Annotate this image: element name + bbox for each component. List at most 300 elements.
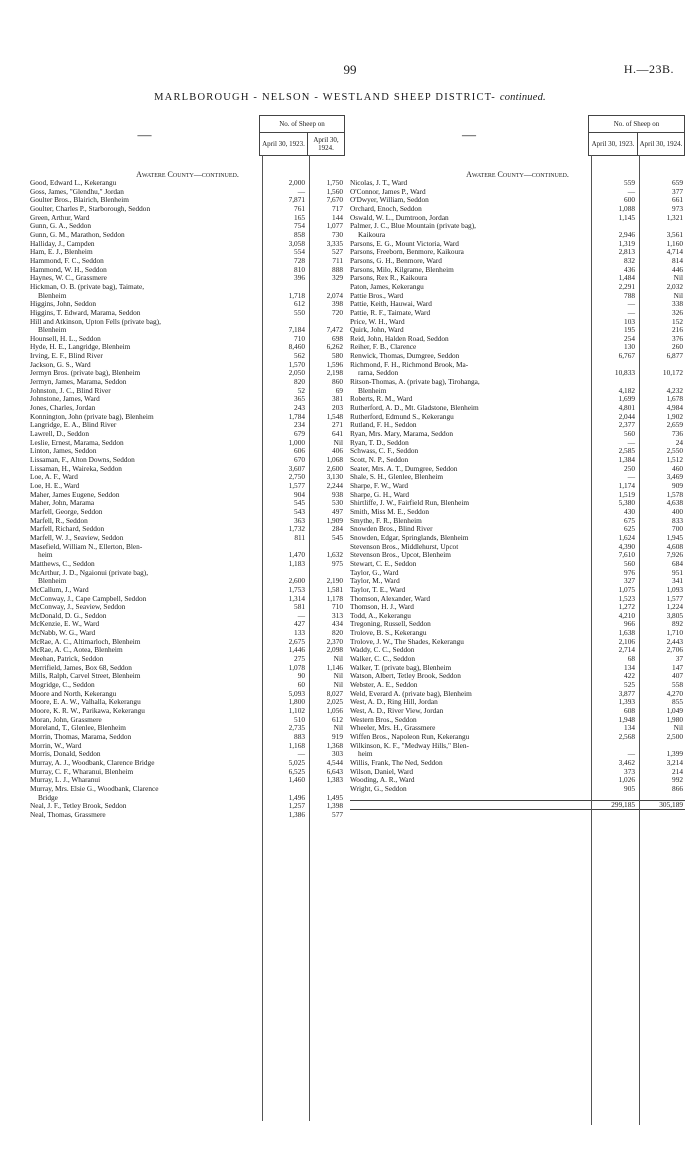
sheep-1923-value: 3,607	[288, 463, 305, 473]
sheep-1923-value: 2,813	[618, 247, 635, 257]
sheep-1923-value: 1,314	[288, 593, 305, 603]
owner-name-line: Leslie, Ernest, Marama, Seddon	[30, 438, 124, 447]
owner-name	[350, 300, 587, 309]
owner-name-line: Moran, John, Grassmere	[30, 715, 102, 724]
owner-name-line: Parsons, Freeborn, Benmore, Kaikoura	[350, 248, 464, 257]
owner-name	[30, 586, 258, 595]
sheep-count-header: No. of Sheep on	[260, 116, 345, 133]
owner-name	[30, 309, 258, 318]
total-1923: 299,185	[611, 799, 635, 809]
sheep-1923-value: 559	[624, 178, 635, 187]
owner-name	[30, 205, 258, 214]
table-row	[30, 569, 345, 586]
sheep-1923-value: 728	[294, 255, 305, 265]
owner-name	[350, 620, 587, 629]
sheep-1924-value: 338	[672, 299, 683, 309]
owner-name-line: Murray, L. J., Wharanui	[30, 776, 101, 785]
owner-name-line: Moore, E. A. W., Valhalla, Kekerangu	[30, 698, 141, 707]
sheep-1923-value: 2,600	[288, 576, 305, 586]
owner-name	[350, 664, 587, 673]
owner-name	[30, 534, 258, 543]
sheep-1924-value: 69	[335, 385, 343, 395]
sheep-1924-value: 1,399	[666, 749, 683, 759]
sheep-1923-value: 1,470	[288, 550, 305, 560]
sheep-1924-value: 2,098	[326, 645, 343, 655]
sheep-1923-value: 1,519	[618, 489, 635, 499]
sheep-1923-value: 2,291	[618, 281, 635, 291]
owner-name	[30, 655, 258, 664]
owner-name	[30, 257, 258, 266]
owner-name	[350, 508, 587, 517]
left-column	[30, 115, 345, 820]
owner-name-line: Palmer, J. C., Blue Mountain (private bag),	[350, 222, 476, 231]
owner-name	[350, 222, 587, 239]
sheep-1923-value: 883	[294, 732, 305, 741]
owner-name-line: Merrifield, James, Box 68, Seddon	[30, 663, 132, 672]
sheep-1923-value: 134	[624, 662, 635, 672]
owner-name	[30, 240, 258, 249]
owner-name-continuation: Kaikoura	[358, 229, 386, 239]
sheep-1924-value: 1,909	[326, 515, 343, 525]
sheep-1924-value: 2,500	[666, 732, 683, 741]
sheep-1924-value: 730	[332, 229, 343, 239]
owner-name-line: Linton, James, Seddon	[30, 447, 97, 456]
sheep-1924-value: 1,077	[326, 221, 343, 231]
owner-name	[350, 716, 587, 725]
owner-name	[350, 595, 587, 604]
owner-name-line: Jones, Charles, Jordan	[30, 404, 96, 413]
owner-name	[30, 283, 258, 300]
sheep-1923-value: 1,183	[288, 558, 305, 568]
sheep-1923-value: 1,784	[288, 411, 305, 421]
owner-name-line: Roberts, R. M., Ward	[350, 395, 413, 404]
table-row	[30, 776, 345, 785]
sheep-1924-value: 892	[672, 619, 683, 629]
sheep-1924-value: 1,578	[666, 489, 683, 499]
table-row	[350, 352, 685, 361]
sheep-1924-value: 736	[672, 429, 683, 439]
left-table-header	[30, 115, 345, 156]
owner-name	[350, 343, 587, 352]
year-1924-header: April 30, 1924.	[638, 133, 685, 156]
sheep-1923-value: 2,568	[618, 732, 635, 741]
sheep-1924-value: 216	[672, 325, 683, 335]
sheep-1924-value: 376	[672, 333, 683, 343]
sheep-count-header: No. of Sheep on	[589, 116, 685, 133]
right-table-header	[350, 115, 685, 156]
sheep-1923-value: 327	[624, 576, 635, 586]
sheep-1924-value: 1,750	[326, 178, 343, 187]
owner-name-line: Murray, A. J., Woodbank, Clarence Bridge	[30, 758, 155, 767]
owner-name-line: Higgins, John, Seddon	[30, 300, 97, 309]
table-row	[350, 222, 685, 239]
owner-name-line: McArthur, J. D., Ngaionui (private bag),	[30, 568, 149, 577]
owner-name	[30, 802, 258, 811]
sheep-1924-value: 1,049	[666, 706, 683, 716]
sheep-1924-value: 284	[332, 524, 343, 534]
sheep-1923-value: 430	[624, 506, 635, 516]
sheep-1923-value: 562	[294, 351, 305, 361]
table-row	[350, 361, 685, 378]
sheep-1923-value: 1,319	[618, 238, 635, 248]
owner-name	[30, 395, 258, 404]
sheep-1924-value: 460	[672, 463, 683, 473]
page-number: 99	[343, 62, 357, 77]
sheep-1924-value: 820	[332, 628, 343, 638]
sheep-1923-value: —	[627, 186, 635, 196]
sheep-1924-value: 381	[332, 394, 343, 404]
owner-name-line: Wooding, A. R., Ward	[350, 776, 415, 785]
owner-name-line: Marfell, Richard, Seddon	[30, 525, 105, 534]
sheep-1924-value: 833	[672, 515, 683, 525]
owner-name-line: Maher, John, Marama	[30, 499, 95, 508]
owner-name-line: Parsons, Milo, Kilgrame, Blenheim	[350, 265, 454, 274]
sheep-1924-value: 1,678	[666, 394, 683, 404]
sheep-1924-value: 814	[672, 255, 683, 265]
owner-name	[350, 283, 587, 292]
owner-name-line: Matthews, C., Seddon	[30, 559, 95, 568]
owner-name	[350, 482, 587, 491]
sheep-1923-value: 1,446	[288, 645, 305, 655]
sheep-1924-value: 698	[332, 333, 343, 343]
name-column-header: —	[462, 127, 476, 143]
owner-name-line: Trolove, J. W., The Shades, Kekerangu	[350, 637, 464, 646]
sheep-1924-value: 4,232	[666, 385, 683, 395]
sheep-1924-value: Nil	[333, 723, 343, 733]
owner-name	[30, 560, 258, 569]
owner-name	[350, 681, 587, 690]
sheep-1923-value: 250	[624, 463, 635, 473]
owner-name	[350, 690, 587, 699]
owner-name-line: Morrin, Thomas, Marama, Seddon	[30, 733, 132, 741]
sheep-1923-value: 2,675	[288, 636, 305, 646]
owner-name-line: Lissaman, H., Waireka, Seddon	[30, 464, 122, 473]
owner-name-line: McKenzie, E. W., Ward	[30, 620, 100, 629]
owner-name	[30, 620, 258, 629]
sheep-1923-value: 1,393	[618, 697, 635, 707]
sheep-1923-value: 427	[294, 619, 305, 629]
owner-name	[30, 248, 258, 257]
sheep-1923-value: 1,699	[618, 394, 635, 404]
sheep-1923-value: 976	[624, 567, 635, 577]
sheep-1923-value: 2,050	[288, 368, 305, 378]
owner-name-line: McConway, J., Cape Campbell, Seddon	[30, 594, 147, 603]
owner-name-line: Hounsell, H. L., Seddon	[30, 334, 101, 343]
owner-name	[350, 309, 587, 318]
sheep-1924-value: 1,160	[666, 238, 683, 248]
table-row	[30, 785, 345, 802]
sheep-1923-value: 2,106	[618, 636, 635, 646]
sheep-1923-value: 2,714	[618, 645, 635, 655]
owner-name	[30, 222, 258, 231]
sheep-1924-value: 2,706	[666, 645, 683, 655]
sheep-1923-value: 550	[294, 307, 305, 317]
column-rule	[262, 155, 263, 1121]
owner-name-line: Neal, J. F., Tetley Brook, Seddon	[30, 802, 127, 811]
sheep-1923-value: 165	[294, 212, 305, 222]
owner-name	[350, 266, 587, 275]
owner-name	[350, 395, 587, 404]
sheep-1923-value: 2,946	[618, 229, 635, 239]
owner-name-line: Taylor, T. E., Ward	[350, 585, 406, 594]
sheep-1923-value: 6,525	[288, 766, 305, 776]
owner-name-line: Hammond, W. H., Seddon	[30, 265, 107, 274]
table-row	[350, 733, 685, 742]
sheep-1924-value: 3,335	[326, 238, 343, 248]
year-1923-header: April 30, 1923.	[589, 133, 638, 156]
owner-name-line: Taylor, G., Ward	[350, 568, 399, 577]
sheep-1923-value: 679	[294, 429, 305, 439]
owner-name	[30, 361, 258, 370]
owner-name	[350, 543, 587, 552]
title-continued: continued.	[499, 92, 546, 103]
owner-name	[350, 196, 587, 205]
sheep-1924-value: Nil	[673, 273, 683, 283]
sheep-1923-value: 761	[294, 203, 305, 213]
owner-name-line: Hickman, O. B. (private bag), Taimate,	[30, 282, 145, 291]
owner-name	[350, 776, 587, 785]
sheep-1924-value: 1,980	[666, 714, 683, 724]
owner-name	[30, 214, 258, 223]
owner-name	[350, 257, 587, 266]
owner-name-line: McConway, J., Seaview, Seddon	[30, 603, 126, 612]
sheep-1923-value: 581	[294, 602, 305, 612]
sheep-1924-value: 866	[672, 783, 683, 793]
sheep-1924-value: 558	[672, 680, 683, 690]
owner-name-line: Halliday, J., Campden	[30, 239, 95, 248]
owner-name	[350, 517, 587, 526]
owner-name	[30, 759, 258, 768]
sheep-1923-value: 966	[624, 619, 635, 629]
owner-name	[30, 274, 258, 283]
owner-name-line: McRae, A. C., Aotea, Blenheim	[30, 646, 123, 655]
owner-name	[30, 785, 258, 802]
owner-name	[30, 629, 258, 638]
owner-name	[30, 768, 258, 777]
sheep-1924-value: 1,560	[326, 186, 343, 196]
sheep-1923-value: 560	[624, 429, 635, 439]
table-row	[350, 742, 685, 759]
owner-name	[30, 525, 258, 534]
sheep-1924-value: 214	[672, 766, 683, 776]
sheep-1924-value: 377	[672, 186, 683, 196]
sheep-1923-value: 1,168	[288, 740, 305, 750]
owner-name	[350, 326, 587, 335]
sheep-1924-value: 398	[332, 299, 343, 309]
owner-name	[30, 404, 258, 413]
owner-name	[30, 724, 258, 733]
owner-name-line: Ryan, T. D., Seddon	[350, 438, 409, 447]
owner-name-line: Moreland, T., Glenlee, Blenheim	[30, 724, 126, 733]
owner-name	[350, 378, 587, 395]
sheep-1924-value: 2,370	[326, 636, 343, 646]
county-subheading: Awatere County—continued.	[466, 170, 569, 179]
owner-name-line: Mills, Ralph, Carvel Street, Blenheim	[30, 672, 141, 681]
sheep-1923-value: 10,833	[614, 368, 635, 378]
owner-name	[30, 508, 258, 517]
column-rule	[639, 155, 640, 1125]
sheep-1923-value: 254	[624, 333, 635, 343]
owner-name	[30, 733, 258, 742]
sheep-1923-value: 754	[294, 221, 305, 231]
sheep-1923-value: 1,000	[288, 437, 305, 447]
table-row	[30, 283, 345, 300]
sheep-1923-value: 3,058	[288, 238, 305, 248]
owner-name	[30, 421, 258, 430]
table-row	[30, 309, 345, 318]
sheep-1924-value: 973	[672, 203, 683, 213]
owner-name	[30, 543, 258, 560]
sheep-1924-value: 992	[672, 775, 683, 785]
owner-name	[350, 179, 587, 188]
sheep-1923-value: 1,624	[618, 532, 635, 542]
sheep-1924-value: 303	[332, 749, 343, 759]
owner-name-line: Meehan, Patrick, Seddon	[30, 655, 104, 664]
owner-name-line: Goulter, Charles P., Starborough, Seddon	[30, 204, 151, 213]
sheep-1924-value: 1,512	[666, 455, 683, 464]
owner-name	[30, 569, 258, 586]
sheep-1923-value: 7,184	[288, 325, 305, 335]
sheep-1924-value: 497	[332, 506, 343, 516]
owner-name-line: Morrin, W., Ward	[30, 741, 82, 750]
owner-name-line: West, A. D., River View, Jordan	[350, 707, 444, 716]
sheep-1923-value: 363	[294, 515, 305, 525]
name-column-header: —	[137, 127, 152, 143]
sheep-1923-value: —	[297, 186, 305, 196]
sheep-1923-value: 4,182	[618, 385, 635, 395]
sheep-1924-value: 313	[332, 610, 343, 620]
owner-name-line: McCallum, J., Ward	[30, 585, 89, 594]
sheep-1924-value: 641	[332, 429, 343, 439]
owner-name	[30, 811, 258, 820]
owner-name	[30, 318, 258, 335]
owner-name	[30, 742, 258, 751]
owner-name	[30, 595, 258, 604]
owner-name	[350, 655, 587, 664]
owner-name-line: O'Dwyer, William, Seddon	[350, 196, 429, 205]
table-row	[30, 318, 345, 335]
owner-name-continuation: Blenheim	[38, 576, 67, 586]
sheep-1924-value: 260	[672, 342, 683, 352]
sheep-1923-value: 1,102	[288, 706, 305, 716]
owner-name-line: Moore and North, Kekerangu	[30, 689, 117, 698]
owner-name	[350, 569, 587, 578]
sheep-1923-value: 1,577	[288, 480, 305, 490]
sheep-1923-value: 1,753	[288, 584, 305, 594]
sheep-1924-value: 888	[332, 264, 343, 274]
sheep-1923-value: 1,272	[618, 602, 635, 612]
owner-name	[350, 240, 587, 249]
sheep-1924-value: 710	[332, 602, 343, 612]
sheep-1923-value: 543	[294, 506, 305, 516]
sheep-1923-value: 2,735	[288, 723, 305, 733]
sheep-1924-value: 527	[332, 247, 343, 257]
owner-name	[30, 300, 258, 309]
owner-name	[30, 603, 258, 612]
owner-name	[350, 612, 587, 621]
owner-name	[350, 534, 587, 543]
owner-name	[30, 188, 258, 197]
owner-name-line: Marfell, R., Seddon	[30, 516, 88, 525]
sheep-1923-value: 810	[294, 264, 305, 274]
owner-name	[350, 274, 587, 283]
owner-name	[30, 499, 258, 508]
sheep-1923-value: 510	[294, 714, 305, 724]
owner-name-line: Marfell, W. J., Seaview, Seddon	[30, 533, 124, 542]
sheep-1924-value: 1,596	[326, 359, 343, 369]
sheep-1924-value: 7,472	[326, 325, 343, 335]
owner-name	[350, 525, 587, 534]
sheep-1924-value: 407	[672, 671, 683, 681]
owner-name-line: Ritson-Thomas, A. (private bag), Tirohanga,	[350, 378, 480, 387]
sheep-1924-value: 4,984	[666, 403, 683, 413]
owner-name-line: Morris, Donald, Seddon	[30, 750, 101, 759]
sheep-1923-value: 4,390	[618, 541, 635, 551]
sheep-1924-value: 919	[332, 732, 343, 741]
owner-name-line: Willis, Frank, The Ned, Seddon	[350, 758, 443, 767]
owner-name-line: Rutherford, Edmund S., Kekerangu	[350, 412, 454, 421]
owner-name	[30, 690, 258, 699]
owner-name-continuation: Blenheim	[38, 325, 67, 335]
sheep-1924-value: 400	[672, 506, 683, 516]
sheep-1923-value: 820	[294, 377, 305, 387]
owner-name-line: Western Bros., Seddon	[350, 715, 417, 724]
owner-name-line: Weld, Everard A. (private bag), Blenheim	[350, 689, 472, 698]
sheep-1924-value: 580	[332, 351, 343, 361]
owner-name-line: Scott, N. P., Seddon	[350, 456, 409, 464]
sheep-1923-value: 1,948	[618, 714, 635, 724]
owner-name-line: Johnstone, James, Ward	[30, 395, 100, 404]
sheep-1923-value: 1,075	[618, 584, 635, 594]
sheep-1924-value: 406	[332, 446, 343, 456]
owner-name	[30, 196, 258, 205]
owner-name-line: Goss, James, "Glendhu," Jordan	[30, 187, 124, 196]
sheep-1924-value: 545	[332, 532, 343, 542]
owner-name-line: Rutherford, A. D., Mt. Gladstone, Blenheim	[350, 404, 479, 413]
sheep-1923-value: 1,638	[618, 628, 635, 638]
owner-name-line: Wilkinson, K. F., "Medway Hills," Blen-	[350, 741, 469, 750]
owner-name-line: Lawrell, D., Seddon	[30, 430, 89, 439]
owner-name-line: Todd, A., Kekerangu	[350, 611, 411, 620]
sheep-1924-value: 720	[332, 307, 343, 317]
sheep-1924-value: 577	[332, 809, 343, 819]
owner-name	[30, 179, 258, 188]
sheep-1923-value: 396	[294, 273, 305, 283]
sheep-1923-value: 68	[627, 654, 635, 664]
sheep-1923-value: 811	[294, 532, 305, 542]
table-row	[30, 543, 345, 560]
sheep-1924-value: 938	[332, 489, 343, 499]
sheep-1924-value: 7,670	[326, 195, 343, 205]
total-1924: 305,189	[659, 799, 683, 809]
sheep-1923-value: 3,877	[618, 688, 635, 698]
right-entries	[350, 170, 685, 810]
owner-name-line: Loe, A. F., Ward	[30, 473, 78, 482]
owner-name	[350, 646, 587, 655]
sheep-1924-value: 2,550	[666, 446, 683, 456]
owner-name	[350, 430, 587, 439]
owner-name	[30, 698, 258, 707]
owner-name-line: O'Connor, James P., Ward	[350, 187, 426, 196]
table-row	[30, 811, 345, 820]
sheep-1923-value: 1,145	[618, 212, 635, 222]
owner-name	[350, 248, 587, 257]
county-subheading: Awatere County—continued.	[136, 170, 239, 179]
owner-name-continuation: heim	[358, 749, 373, 759]
sheep-1924-value: 1,178	[326, 593, 343, 603]
owner-name	[350, 361, 587, 378]
sheep-1924-value: 1,577	[666, 593, 683, 603]
